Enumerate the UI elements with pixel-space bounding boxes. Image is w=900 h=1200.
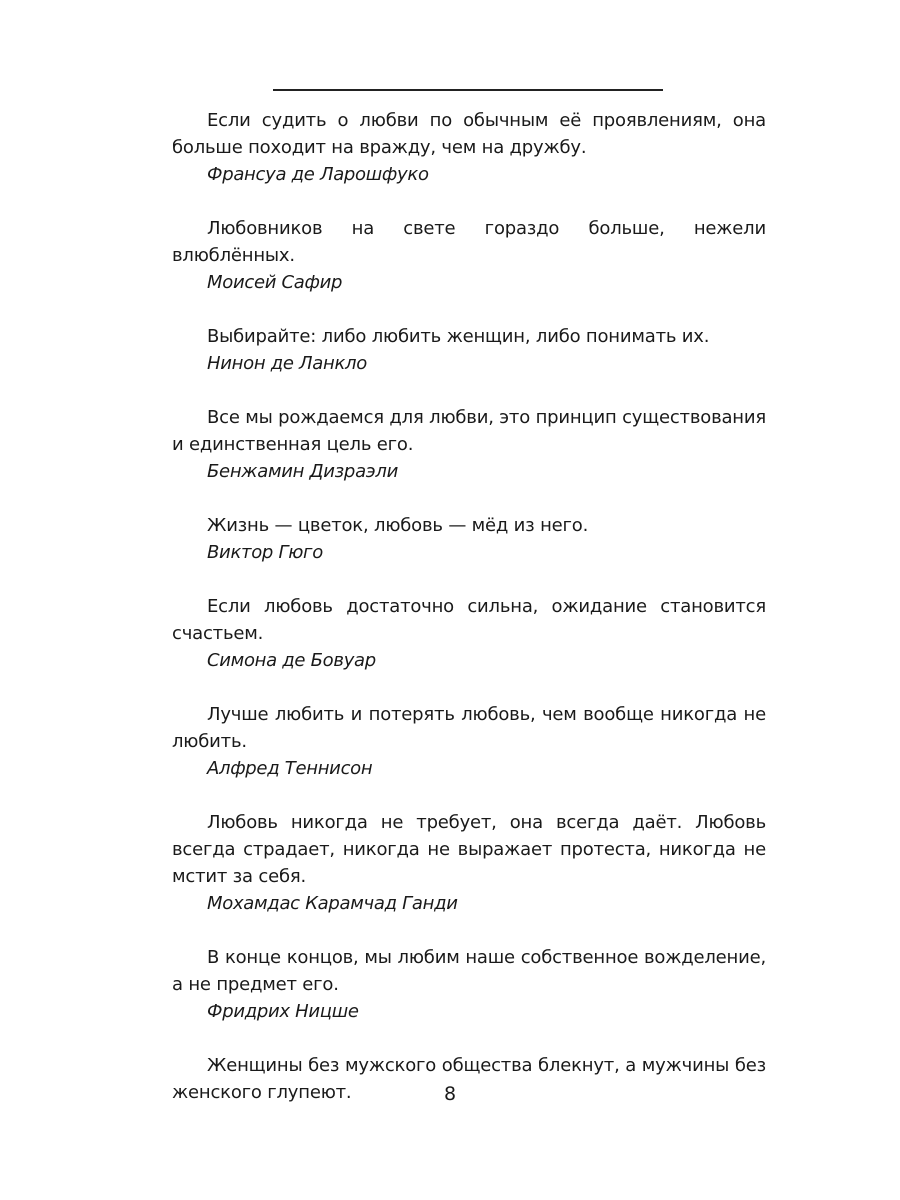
quote-block bbox=[172, 809, 766, 917]
quote-block bbox=[172, 944, 766, 1025]
quote-text: Женщины без мужского общества блекнут, а мужчины без женского глупеют. bbox=[172, 1055, 766, 1103]
top-rule bbox=[273, 89, 663, 91]
quote-author: Моисей Сафир bbox=[207, 272, 343, 293]
quote-block bbox=[172, 404, 766, 485]
quote-text: В конце концов, мы любим наше собственное вожделение, а не предмет его. bbox=[172, 947, 766, 995]
quote-text: Любовь никогда не требует, она всегда даёт. Любовь всегда страдает, никогда не выражает протеста, никогда не мстит за себя. bbox=[172, 812, 766, 887]
quote-text: Если любовь достаточно сильна, ожидание становится счастьем. bbox=[172, 596, 766, 644]
quote-author: Фридрих Ницше bbox=[207, 1001, 359, 1022]
quotes-column bbox=[172, 107, 766, 1133]
quote-text: Жизнь — цветок, любовь — мёд из него. bbox=[207, 515, 589, 536]
quote-block bbox=[172, 215, 766, 296]
quote-author: Мохамдас Карамчад Ганди bbox=[207, 893, 458, 914]
quote-block bbox=[172, 323, 766, 377]
quote-author: Бенжамин Дизраэли bbox=[207, 461, 398, 482]
quote-block bbox=[172, 593, 766, 674]
quote-author: Алфред Теннисон bbox=[207, 758, 373, 779]
quote-block bbox=[172, 512, 766, 566]
quote-author: Симона де Бовуар bbox=[207, 650, 376, 671]
page-number: 8 bbox=[443, 1083, 457, 1105]
quote-block bbox=[172, 701, 766, 782]
quote-text: Все мы рождаемся для любви, это принцип существования и единственная цель его. bbox=[172, 407, 766, 455]
quote-block bbox=[172, 107, 766, 188]
quote-text: Лучше любить и потерять любовь, чем вообще никогда не любить. bbox=[172, 704, 766, 752]
quote-author: Нинон де Ланкло bbox=[207, 353, 367, 374]
quote-text: Любовников на свете гораздо больше, нежели влюблённых. bbox=[172, 218, 766, 266]
quote-author: Виктор Гюго bbox=[207, 542, 323, 563]
quote-author: Франсуа де Ларошфуко bbox=[207, 164, 429, 185]
quote-text: Выбирайте: либо любить женщин, либо понимать их. bbox=[207, 326, 710, 347]
quote-text: Если судить о любви по обычным её проявлениям, она больше походит на вражду, чем на дружбу. bbox=[172, 110, 766, 158]
